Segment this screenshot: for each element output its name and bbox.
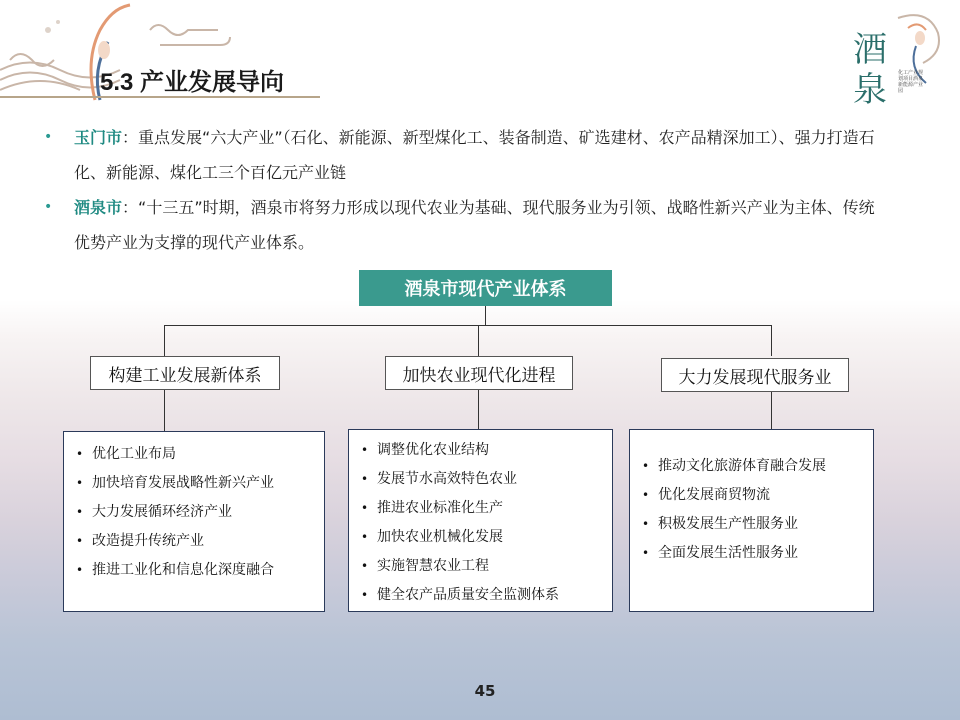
list-item: • 健全农产品质量安全监测体系 [361, 581, 602, 610]
branch-service-box: 大力发展现代服务业 [661, 358, 849, 392]
list-item: • 全面发展生活性服务业 [642, 539, 863, 568]
connector-line [771, 392, 772, 429]
connector-line [478, 390, 479, 429]
agriculture-items-box [348, 429, 613, 612]
diagram-root-box: 酒泉市现代产业体系 [359, 270, 612, 306]
page-number: 45 [474, 682, 496, 700]
branch-agriculture-box: 加快农业现代化进程 [385, 356, 573, 390]
connector-line [485, 306, 486, 326]
title-divider [0, 96, 320, 98]
bullet-lead: 玉门市 [74, 128, 123, 147]
industry-items-box [63, 431, 325, 612]
bullet-lead: 酒泉市 [74, 198, 123, 217]
bullet-list [44, 120, 884, 260]
connector-line [478, 325, 479, 356]
service-items-box [629, 429, 874, 612]
list-item: • 推动文化旅游体育融合发展 [642, 452, 863, 481]
list-item: • 优化发展商贸物流 [642, 481, 863, 510]
list-item: • 大力发展循环经济产业 [76, 498, 314, 527]
logo-main-text: 酒泉 [853, 30, 887, 110]
list-item: • 推进农业标准化生产 [361, 494, 602, 523]
list-item: • 加快农业机械化发展 [361, 523, 602, 552]
list-item: • 推进工业化和信息化深度融合 [76, 556, 314, 585]
list-item: • 实施智慧农业工程 [361, 552, 602, 581]
list-item: • 加快培育发展战略性新兴产业 [76, 469, 314, 498]
page-title: 5.3 产业发展导向 [100, 69, 285, 96]
bullet-text: 重点发展“六大产业”（石化、新能源、新型煤化工、装备制造、矿选建材、农产品精深加工）、强力打造石化、新能源、煤化工三个百亿元产业链 [74, 128, 875, 182]
list-item: • 积极发展生产性服务业 [642, 510, 863, 539]
bullet-separator: ： [122, 198, 139, 217]
bullet-dot-icon: • [44, 199, 53, 215]
list-item: • 发展节水高效特色农业 [361, 465, 602, 494]
bullet-yumen [44, 120, 884, 190]
bullet-separator: ： [122, 128, 139, 147]
bullet-dot-icon: • [44, 129, 53, 145]
connector-line [771, 325, 772, 356]
list-item: • 改造提升传统产业 [76, 527, 314, 556]
connector-line [164, 325, 165, 356]
bullet-text: “十三五”时期，酒泉市将努力形成以现代农业为基础、现代服务业为引领、战略性新兴产业为主体、传统优势产业为支撑的现代产业体系。 [74, 198, 875, 252]
branch-industry-box: 构建工业发展新体系 [90, 356, 280, 390]
list-item: • 调整优化农业结构 [361, 436, 602, 465]
logo-sub-text: 化工产业规划项目酒泉新能源产业园 [898, 70, 924, 94]
bullet-jiuquan [44, 190, 884, 260]
list-item: • 优化工业布局 [76, 440, 314, 469]
connector-line [164, 390, 165, 431]
connector-line [164, 325, 772, 326]
